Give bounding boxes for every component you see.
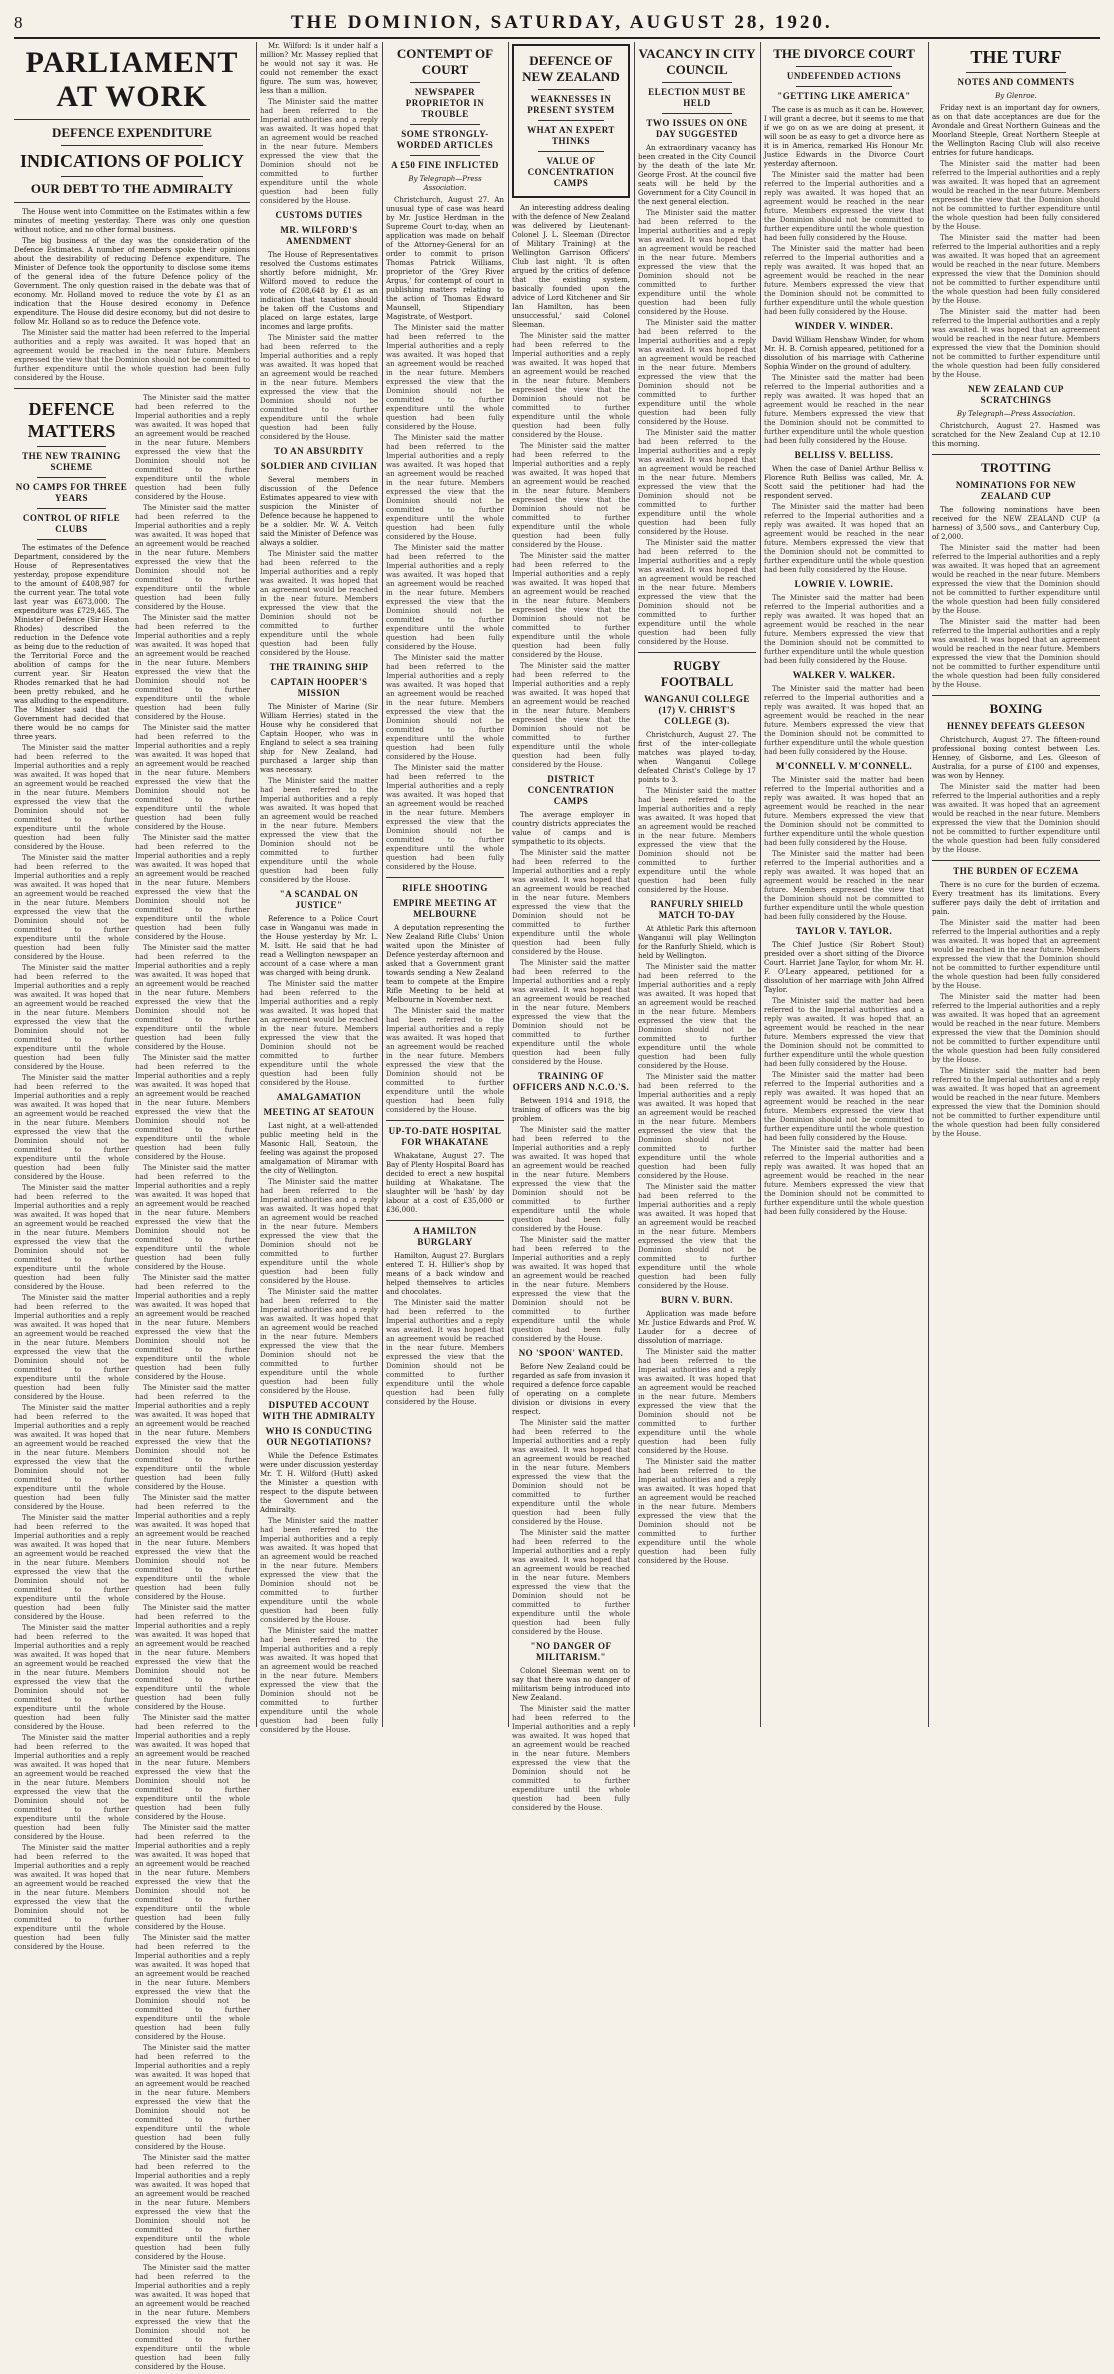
article-text: The Minister said the matter had been referred to the Imperial authorities and a reply was awaited. It was hoped that an agreement would be reached in the near future. Members expressed the view that the Dominion should not be committed to further expenditure until the whole question had been fully considered by the House. [260,1627,378,1734]
article-text: The Minister said the matter had been referred to the Imperial authorities and a reply was awaited. It was hoped that an agreement would be reached in the near future. Members expressed the view that the Dominion should not be committed to further expenditure until the whole question had been fully considered by the House. [386,434,504,541]
article-text: The Minister said the matter had been referred to the Imperial authorities and a reply was awaited. It was hoped that an agreement would be reached in the near future. Members expressed the view that the Dominion should not be committed to further expenditure until the whole question had been fully considered by the House. [135,1384,250,1491]
article-text: The Minister said the matter had been referred to the Imperial authorities and a reply was awaited. It was hoped that an agreement would be reached in the near future. Members expressed the view that the Dominion should not be committed to further expenditure until the whole question had been fully considered by the House. [14,1734,129,1841]
article-text: The Minister said the matter had been referred to the Imperial authorities and a reply was awaited. It was hoped that an agreement would be reached in the near future. Members expressed the view that the Dominion should not be committed to further expenditure until the whole question had been fully considered by the House. [638,1348,756,1455]
article-text: The Minister said the matter had been referred to the Imperial authorities and a reply was awaited. It was hoped that an agreement would be reached in the near future. Members expressed the view that the Dominion should not be committed to further expenditure until the whole question had been fully considered by the House. [14,329,250,382]
article-text: The Minister said the matter had been referred to the Imperial authorities and a reply was awaited. It was hoped that an agreement would be reached in the near future. Members expressed the view that the Dominion should not be committed to further expenditure until the whole question had been fully considered by the House. [932,993,1100,1064]
article-text: The Minister said the matter had been referred to the Imperial authorities and a reply was awaited. It was hoped that an agreement would be reached in the near future. Members expressed the view that the Dominion should not be committed to further expenditure until the whole question had been fully considered by the House. [135,944,250,1051]
divider [14,388,250,389]
article-text: The Minister said the matter had been referred to the Imperial authorities and a reply was awaited. It was hoped that an agreement would be reached in the near future. Members expressed the view that the Dominion should not be committed to further expenditure until the whole question had been fully considered by the House. [14,1514,129,1621]
subcolumn [14,394,129,2374]
article-text: The Minister said the matter had been referred to the Imperial authorities and a reply was awaited. It was hoped that an agreement would be reached in the near future. Members expressed the view that the Dominion should not be committed to further expenditure until the whole question had been fully considered by the House. [764,1145,924,1216]
article-text: The Minister said the matter had been referred to the Imperial authorities and a reply was awaited. It was hoped that an agreement would be reached in the near future. Members expressed the view that the Dominion should not be committed to further expenditure until the whole question had been fully considered by the House. [638,429,756,536]
article-text: The Minister said the matter had been referred to the Imperial authorities and a reply was awaited. It was hoped that an agreement would be reached in the near future. Members expressed the view that the Dominion should not be committed to further expenditure until the whole question had been fully considered by the House. [638,1073,756,1180]
article-text: The Minister said the matter had been referred to the Imperial authorities and a reply was awaited. It was hoped that an agreement would be reached in the near future. Members expressed the view that the Dominion should not be committed to further expenditure until the whole question had been fully considered by the House. [135,2154,250,2261]
article-text: The Minister said the matter had been referred to the Imperial authorities and a reply was awaited. It was hoped that an agreement would be reached in the near future. Members expressed the view that the Dominion should not be committed to further expenditure until the whole question had been fully considered by the House. [135,724,250,831]
article-text: The Minister said the matter had been referred to the Imperial authorities and a reply was awaited. It was hoped that an agreement would be reached in the near future. Members expressed the view that the Dominion should not be committed to further expenditure until the whole question had been fully considered by the House. [932,308,1100,379]
article-text: The Minister said the matter had been referred to the Imperial authorities and a reply was awaited. It was hoped that an agreement would be reached in the near future. Members expressed the view that the Dominion should not be committed to further expenditure until the whole question had been fully considered by the House. [638,1458,756,1565]
subhead: MEETING AT SEATOUN [263,1107,375,1117]
subhead: WALKER V. WALKER. [792,670,896,680]
column-rule [928,42,929,1727]
article-text: The Minister said the matter had been referred to the Imperial authorities and a reply was awaited. It was hoped that an agreement would be reached in the near future. Members expressed the view that the Dominion should not be committed to further expenditure until the whole question had been fully considered by the House. [260,1178,378,1285]
column-rule [508,42,509,1727]
article-text: The Minister said the matter had been referred to the Imperial authorities and a reply was awaited. It was hoped that an agreement would be reached in the near future. Members expressed the view that the Dominion should not be committed to further expenditure until the whole question had been fully considered by the House. [135,1934,250,2041]
divider [61,176,203,177]
split-columns [14,394,250,2374]
article-text: Mr. Wilford: Is it under half a million? Mr. Massey replied that he would not say it was. He could not remember the exact figure. The sum was, however, less than a million. [260,42,378,95]
headline-training-ship: THE TRAINING SHIP [269,662,369,672]
byline: By Telegraph—Press Association. [956,410,1076,418]
article-text: The Minister said the matter had been referred to the Imperial authorities and a reply was awaited. It was hoped that an agreement would be reached in the near future. Members expressed the view that the Dominion should not be committed to further expenditure until the whole question had been fully considered by the House. [932,234,1100,305]
divider [410,155,481,156]
article-text: The Minister said the matter had been referred to the Imperial authorities and a reply was awaited. It was hoped that an agreement would be reached in the near future. Members expressed the view that the Dominion should not be committed to further expenditure until the whole question had been fully considered by the House. [638,319,756,426]
article-text: The Minister said the matter had been referred to the Imperial authorities and a reply was awaited. It was hoped that an agreement would be reached in the near future. Members expressed the view that the Dominion should not be committed to further expenditure until the whole question had been fully considered by the House. [135,2264,250,2371]
subhead: OUR DEBT TO THE ADMIRALTY [30,181,234,196]
divider [61,145,203,146]
divider [932,860,1100,861]
article-text: The Minister said the matter had been referred to the Imperial authorities and a reply was awaited. It was hoped that an agreement would be reached in the near future. Members expressed the view that the Dominion should not be committed to further expenditure until the whole question had been fully considered by the House. [512,332,630,439]
subhead: LOWRIE V. LOWRIE. [794,579,894,589]
subhead: NO 'SPOON' WANTED. [518,1348,624,1358]
article-text: The Minister said the matter had been referred to the Imperial authorities and a reply was awaited. It was hoped that an agreement would be reached in the near future. Members expressed the view that the Dominion should not be committed to further expenditure until the whole question had been fully considered by the House. [386,1007,504,1114]
article-text: The estimates of the Defence Department, considered by the House of Representatives yesterday, propose expenditure to the amount of £408,987 for the current year. The total vote last year was £673,000. The expenditure was £729,465. The Minister of Defence (Sir Heaton Rhodes) described the reduction in the Defence vote as being due to the reduction of the Territorial Force and the abolition of camps for the current year. Sir Heaton Rhodes remarked that he had been pretty rebuked, and he was alluding to the expenditure. The Minister said that the Government had decided that there would be no camps for three years. [14,544,129,741]
article-text: The Chief Justice (Sir Robert Stout) presided over a short sitting of the Divorce Court. Harriet Jane Taylor, for whom Mr. H. F. O'Leary appeared, petitioned for a dissolution of her marriage with John Alfred Taylor. [764,941,924,994]
article-text: The Minister said the matter had been referred to the Imperial authorities and a reply was awaited. It was hoped that an agreement would be reached in the near future. Members expressed the view that the Dominion should not be committed to further expenditure until the whole question had been fully considered by the House. [14,1074,129,1181]
article-text: The Minister said the matter had been referred to the Imperial authorities and a reply was awaited. It was hoped that an agreement would be reached in the near future. Members expressed the view that the Dominion should not be committed to further expenditure until the whole question had been fully considered by the House. [386,764,504,871]
article-text: The Minister said the matter had been referred to the Imperial authorities and a reply was awaited. It was hoped that an agreement would be reached in the near future. Members expressed the view that the Dominion should not be committed to further expenditure until the whole question had been fully considered by the House. [260,980,378,1087]
headline-amalgamation: AMALGAMATION [276,1092,362,1102]
divider [662,82,733,83]
divider [37,508,106,509]
column-customs [260,42,378,1734]
subhead: NEWSPAPER PROPRIETOR IN TROUBLE [405,87,485,119]
subhead: THE BURDEN OF ECZEMA [953,866,1079,876]
article-text: The Minister of Marine (Sir William Herries) stated in the House why he considered that Captain Hooper, who was in England to select a sea training ship for New Zealand, had purchased a larger ship than was necessary. [260,703,378,774]
column-contempt [386,42,504,1727]
subhead: NEW ZEALAND CUP SCRATCHINGS [968,384,1064,405]
headline-contempt: CONTEMPT OF COURT [396,46,494,77]
divider [932,454,1100,455]
divider [386,1220,504,1221]
article-text: The Minister said the matter had been referred to the Imperial authorities and a reply was awaited. It was hoped that an agreement would be reached in the near future. Members expressed the view that the Dominion should not be committed to further expenditure until the whole question had been fully considered by the House. [135,1494,250,1601]
subhead: WINDER V. WINDER. [794,321,894,331]
subhead: DEFENCE EXPENDITURE [52,125,212,140]
article-text: Friday next is an important day for owners, as on that date acceptances are due for the Avondale and Great Northern Guineas and the Moorland Steeple, Great Northern Steeple at the Wellington Racing Club will also receive entries for future handicaps. [932,104,1100,157]
divider [410,82,481,83]
article-text: The Minister said the matter had been referred to the Imperial authorities and a reply was awaited. It was hoped that an agreement would be reached in the near future. Members expressed the view that the Dominion should not be committed to further expenditure until the whole question had been fully considered by the House. [386,324,504,431]
article-text: The Minister said the matter had been referred to the Imperial authorities and a reply was awaited. It was hoped that an agreement would be reached in the near future. Members expressed the view that the Dominion should not be committed to further expenditure until the whole question had been fully considered by the House. [764,776,924,847]
article-text: The Minister said the matter had been referred to the Imperial authorities and a reply was awaited. It was hoped that an agreement would be reached in the near future. Members expressed the view that the Dominion should not be committed to further expenditure until the whole question had been fully considered by the House. [932,160,1100,231]
divider [538,120,604,121]
column-turf [932,42,1100,1727]
article-text: The Minister said the matter had been referred to the Imperial authorities and a reply was awaited. It was hoped that an agreement would be reached in the near future. Members expressed the view that the Dominion should not be committed to further expenditure until the whole question had been fully considered by the House. [135,1824,250,1931]
subhead: WHAT AN EXPERT THINKS [527,125,615,146]
article-text: The Minister said the matter had been referred to the Imperial authorities and a reply was awaited. It was hoped that an agreement would be reached in the near future. Members expressed the view that the Dominion should not be committed to further expenditure until the whole question had been fully considered by the House. [386,544,504,651]
divider [966,72,1067,73]
article-text: The Minister said the matter had been referred to the Imperial authorities and a reply was awaited. It was hoped that an agreement would be reached in the near future. Members expressed the view that the Dominion should not be committed to further expenditure until the whole question had been fully considered by the House. [512,662,630,769]
article-text: Between 1914 and 1918, the training of officers was the big problem. [512,1097,630,1123]
article-text: Hamilton, August 27. Burglars entered T. H. Hillier's shop by means of a back window and helped themselves to articles and chocolates. [386,1252,504,1296]
article-text: The Minister said the matter had been referred to the Imperial authorities and a reply was awaited. It was hoped that an agreement would be reached in the near future. Members expressed the view that the Dominion should not be committed to further expenditure until the whole question had been fully considered by the House. [512,1419,630,1526]
subhead: "GETTING LIKE AMERICA" [777,91,911,101]
column-vacancy [638,42,756,1727]
article-text: The Minister said the matter had been referred to the Imperial authorities and a reply was awaited. It was hoped that an agreement would be reached in the near future. Members expressed the view that the Dominion should not be committed to further expenditure until the whole question had been fully considered by the House. [14,1624,129,1731]
article-text: Last night, at a well-attended public meeting held in the Masonic Hall, Seatoun, the feeling was against the proposed amalgamation of Miramar with the city of Wellington. [260,1122,378,1175]
masthead-rule [14,37,1100,39]
article-text: The Minister said the matter had been referred to the Imperial authorities and a reply was awaited. It was hoped that an agreement would be reached in the near future. Members expressed the view that the Dominion should not be committed to further expenditure until the whole question had been fully considered by the House. [764,594,924,665]
subcolumn [135,394,250,2374]
headline-burglary: A HAMILTON BURGLARY [413,1226,477,1247]
article-text: The Minister said the matter had been referred to the Imperial authorities and a reply was awaited. It was hoped that an agreement would be reached in the near future. Members expressed the view that the Dominion should not be committed to further expenditure until the whole question had been fully considered by the House. [135,834,250,941]
subhead: BELLISS V. BELLISS. [794,450,894,460]
article-text: The Minister said the matter had been referred to the Imperial authorities and a reply was awaited. It was hoped that an agreement would be reached in the near future. Members expressed the view that the Dominion should not be committed to further expenditure until the whole question had been fully considered by the House. [14,1184,129,1291]
subhead: VALUE OF CONCENTRATION CAMPS [527,156,615,188]
subhead: HENNEY DEFEATS GLEESON [946,721,1086,731]
article-text: The Minister said the matter had been referred to the Imperial authorities and a reply was awaited. It was hoped that an agreement would be reached in the near future. Members expressed the view that the Dominion should not be committed to further expenditure until the whole question had been fully considered by the House. [932,1067,1100,1138]
article-text: The Minister said the matter had been referred to the Imperial authorities and a reply was awaited. It was hoped that an agreement would be reached in the near future. Members expressed the view that the Dominion should not be committed to further expenditure until the whole question had been fully considered by the House. [14,1404,129,1511]
article-text: The Minister said the matter had been referred to the Imperial authorities and a reply was awaited. It was hoped that an agreement would be reached in the near future. Members expressed the view that the Dominion should not be committed to further expenditure until the whole question had been fully considered by the House. [14,854,129,961]
subhead: DISTRICT CONCENTRATION CAMPS [527,774,615,806]
article-text: The average employer in country districts appreciates the value of camps and is sympathetic to its objects. [512,811,630,846]
masthead-title: THE DOMINION, SATURDAY, AUGUST 28, 1920. [290,12,833,33]
byline: By Telegraph—Press Association. [408,175,482,192]
article-text: The Minister said the matter had been referred to the Imperial authorities and a reply was awaited. It was hoped that an agreement would be reached in the near future. Members expressed the view that the Dominion should not be committed to further expenditure until the whole question had been fully considered by the House. [260,98,378,205]
divider [662,113,733,114]
subhead: EMPIRE MEETING AT MELBOURNE [393,898,497,919]
article-text: The Minister said the matter had been referred to the Imperial authorities and a reply was awaited. It was hoped that an agreement would be reached in the near future. Members expressed the view that the Dominion should not be committed to further expenditure until the whole question had been fully considered by the House. [512,849,630,956]
divider [37,477,106,478]
article-text: The House went into Committee on the Estimates within a few minutes of meeting yesterday. There was only one question without notice, and no other formal business. [14,208,250,234]
subhead: NO CAMPS FOR THREE YEARS [15,482,128,503]
article-text: A deputation representing the New Zealand Rifle Clubs' Union waited upon the Minister of Defence yesterday afternoon and asked that a Government grant towards sending a New Zealand team to compete at the Empire Rifle Meeting to be held at Melbourne in November next. [386,924,505,1004]
subhead: M'CONNELL V. M'CONNELL. [775,761,913,771]
subhead: WANGANUI COLLEGE (17) V. CHRIST'S COLLEGE (3). [644,694,750,726]
article-text: The Minister said the matter had been referred to the Imperial authorities and a reply was awaited. It was hoped that an agreement would be reached in the near future. Members expressed the view that the Dominion should not be committed to further expenditure until the whole question had been fully considered by the House. [764,850,924,921]
article-text: The Minister said the matter had been referred to the Imperial authorities and a reply was awaited. It was hoped that an agreement would be reached in the near future. Members expressed the view that the Dominion should not be committed to further expenditure until the whole question had been fully considered by the House. [512,959,630,1066]
headline-rifle: RIFLE SHOOTING [402,883,488,893]
headline-defence-matters: DEFENCE MATTERS [27,399,116,441]
divider [14,202,250,203]
article-text: While the Defence Estimates were under discussion yesterday Mr. T. H. Wilford (Hutt) asked the Minister a question with respect to the dispute between the Government and the Admiralty. [260,1452,378,1514]
article-text: The Minister said the matter had been referred to the Imperial authorities and a reply was awaited. It was hoped that an agreement would be reached in the near future. Members expressed the view that the Dominion should not be committed to further expenditure until the whole question had been fully considered by the House. [512,552,630,659]
article-text: The Minister said the matter had been referred to the Imperial authorities and a reply was awaited. It was hoped that an agreement would be reached in the near future. Members expressed the view that the Dominion should not be committed to further expenditure until the whole question had been fully considered by the House. [638,963,756,1070]
subhead: UNDEFENDED ACTIONS [786,71,902,81]
article-text: The Minister said the matter had been referred to the Imperial authorities and a reply was awaited. It was hoped that an agreement would be reached in the near future. Members expressed the view that the Dominion should not be committed to further expenditure until the whole question had been fully considered by the House. [135,1604,250,1711]
headline-turf: THE TURF [970,47,1062,67]
article-text: The Minister said the matter had been referred to the Imperial authorities and a reply was awaited. It was hoped that an agreement would be reached in the near future. Members expressed the view that the Dominion should not be committed to further expenditure until the whole question had been fully considered by the House. [512,1236,630,1343]
article-text: An extraordinary vacancy has been created in the City Council by the death of the late Mr. George Frost. At the council five seats will be held by the Government for a City Council in the next general election. [638,144,756,206]
subhead: MR. WILFORD'S AMENDMENT [280,225,358,246]
article-text: The Minister said the matter had been referred to the Imperial authorities and a reply was awaited. It was hoped that an agreement would be reached in the near future. Members expressed the view that the Dominion should not be committed to further expenditure until the whole question had been fully considered by the House. [764,374,924,445]
subhead: WHO IS CONDUCTING OUR NEGOTIATIONS? [265,1426,373,1447]
article-text: There is no cure for the burden of eczema. Every treatment has its limitations. Every sufferer pays daily the debt of irritation and pain. [932,881,1100,916]
subhead: INDICATIONS OF POLICY [19,151,245,171]
article-text: The Minister said the matter had been referred to the Imperial authorities and a reply was awaited. It was hoped that an agreement would be reached in the near future. Members expressed the view that the Dominion should not be committed to further expenditure until the whole question had been fully considered by the House. [14,1844,129,1951]
article-text: An interesting address dealing with the defence of New Zealand was delivered by Lieutenant-Colonel J. L. Sleeman (Director of Military Training) at the Wellington Garrison Officers' Club last night. 'It is often argued by the critics of defence that the existing system, basically founded upon the advice of Lord Kitchener and Sir Ian Hamilton, has been unsuccessful,' said Colonel Sleeman. [512,204,630,329]
headline-trotting: TROTTING [980,460,1052,475]
article-text: Several members in discussion of the Defence Estimates appeared to view with suspicion the Minister of Defence because he happened to be a soldier. Mr. W. A. Veitch said the Minister of Defence was always a soldier. [260,476,378,547]
article-text: The Minister said the matter had been referred to the Imperial authorities and a reply was awaited. It was hoped that an agreement would be reached in the near future. Members expressed the view that the Dominion should not be committed to further expenditure until the whole question had been fully considered by the House. [932,544,1100,615]
headline-absurdity: TO AN ABSURDITY [274,446,364,456]
article-text: The Minister said the matter had been referred to the Imperial authorities and a reply was awaited. It was hoped that an agreement would be reached in the near future. Members expressed the view that the Dominion should not be committed to further expenditure until the whole question had been fully considered by the House. [135,504,250,611]
article-text: Before New Zealand could be regarded as safe from invasion it required a defence force capable of operating on a complete division or divisions in every respect. [512,1363,630,1416]
article-text: David William Henshaw Winder, for whom Mr. H. B. Cornish appeared, petitioned for a dissolution of his marriage with Catherine Sophia Winder on the ground of adultery. [764,336,924,371]
divider [386,1120,504,1121]
article-text: Christchurch, August 27. The fifteen-round professional boxing contest between Les. Henney, of Gisborne, and Les. Gleeson of Australia, for a purse of £100 and expenses, was won by Henney. [932,736,1100,780]
article-text: The Minister said the matter had been referred to the Imperial authorities and a reply was awaited. It was hoped that an agreement would be reached in the near future. Members expressed the view that the Dominion should not be committed to further expenditure until the whole question had been fully considered by the House. [512,1705,630,1812]
headline-divorce: THE DIVORCE COURT [773,46,915,61]
headline-defence-nz: DEFENCE OF NEW ZEALAND [522,53,620,84]
article-text: The Minister said the matter had been referred to the Imperial authorities and a reply was awaited. It was hoped that an agreement would be reached in the near future. Members expressed the view that the Dominion should not be committed to further expenditure until the whole question had been fully considered by the House. [135,394,250,501]
article-text: When the case of Daniel Arthur Belliss v. Florence Ruth Belliss was called, Mr. A. Scott said the petitioner had had the respondent served. [764,465,924,500]
article-text: Application was made before Mr. Justice Edwards and Prof. W. Lauder for a decree of dissolution of marriage. [638,1310,756,1345]
divider [37,539,106,540]
subhead: CAPTAIN HOOPER'S MISSION [270,677,368,698]
article-text: The Minister said the matter had been referred to the Imperial authorities and a reply was awaited. It was hoped that an agreement would be reached in the near future. Members expressed the view that the Dominion should not be committed to further expenditure until the whole question had been fully considered by the House. [386,654,504,761]
article-text: The Minister said the matter had been referred to the Imperial authorities and a reply was awaited. It was hoped that an agreement would be reached in the near future. Members expressed the view that the Dominion should not be committed to further expenditure until the whole question had been fully considered by the House. [260,777,378,884]
subhead: A £50 FINE INFLICTED [391,160,499,170]
column-parliament [14,42,250,2371]
masthead [14,10,1100,36]
article-text: The Minister said the matter had been referred to the Imperial authorities and a reply was awaited. It was hoped that an agreement would be reached in the near future. Members expressed the view that the Dominion should not be committed to further expenditure until the whole question had been fully considered by the House. [135,1714,250,1821]
divider [14,119,250,120]
article-text: The big business of the day was the consideration of the Defence Estimates. A number of members spoke their opinions about the desirability of reducing Defence expenditure. The Minister of Defence took the opportunity to disclose some items of the general idea of the future Defence policy of the Government. The only question raised in the debate was that of economy. Mr. Holland moved to reduce the vote by £1 as an indication that the House desired economy in Defence expenditure. The House did desire economy, but did not desire to follow Mr. Holland so as to reduce the Defence vote. [14,237,250,326]
article-text: The Minister said the matter had been referred to the Imperial authorities and a reply was awaited. It was hoped that an agreement would be reached in the near future. Members expressed the view that the Dominion should not be committed to further expenditure until the whole question had been fully considered by the House. [135,1054,250,1161]
subhead: THE NEW TRAINING SCHEME [22,451,121,472]
divider [37,446,106,447]
subhead: RANFURLY SHIELD MATCH TO-DAY [650,899,744,920]
article-text: The Minister said the matter had been referred to the Imperial authorities and a reply was awaited. It was hoped that an agreement would be reached in the near future. Members expressed the view that the Dominion should not be committed to further expenditure until the whole question had been fully considered by the House. [764,245,924,316]
headline-admiralty: DISPUTED ACCOUNT WITH THE ADMIRALTY [262,1400,376,1421]
article-text: The Minister said the matter had been referred to the Imperial authorities and a reply was awaited. It was hoped that an agreement would be reached in the near future. Members expressed the view that the Dominion should not be committed to further expenditure until the whole question had been fully considered by the House. [638,787,756,894]
article-text: Christchurch, August 27. The first of the inter-collegiate matches was played to-day, when Wanganui College defeated Christ's College by 17 points to 3. [638,731,756,784]
subhead: TRAINING OF OFFICERS AND N.C.O.'S. [512,1071,630,1092]
subhead: ELECTION MUST BE HELD [648,87,746,108]
divider [796,66,892,67]
column-defence [512,42,630,1812]
headline-customs: CUSTOMS DUTIES [275,210,363,220]
headline-boxing: BOXING [989,701,1043,716]
article-text: The Minister said the matter had been referred to the Imperial authorities and a reply was awaited. It was hoped that an agreement would be reached in the near future. Members expressed the view that the Dominion should not be committed to further expenditure until the whole question had been fully considered by the House. [135,2044,250,2151]
divider [932,695,1100,696]
article-text: The Minister said the matter had been referred to the Imperial authorities and a reply was awaited. It was hoped that an agreement would be reached in the near future. Members expressed the view that the Dominion should not be committed to further expenditure until the whole question had been fully considered by the House. [764,503,924,574]
subhead: SOLDIER AND CIVILIAN [260,461,378,471]
divider [410,124,481,125]
subhead: NOTES AND COMMENTS [957,77,1075,87]
article-text: The Minister said the matter had been referred to the Imperial authorities and a reply was awaited. It was hoped that an agreement would be reached in the near future. Members expressed the view that the Dominion should not be committed to further expenditure until the whole question had been fully considered by the House. [932,783,1100,854]
article-text: The Minister said the matter had been referred to the Imperial authorities and a reply was awaited. It was hoped that an agreement would be reached in the near future. Members expressed the view that the Dominion should not be committed to further expenditure until the whole question had been fully considered by the House. [512,442,630,549]
column-divorce [764,42,924,1727]
subhead: SOME STRONGLY-WORDED ARTICLES [396,129,494,150]
article-text: The Minister said the matter had been referred to the Imperial authorities and a reply was awaited. It was hoped that an agreement would be reached in the near future. Members expressed the view that the Dominion should not be committed to further expenditure until the whole question had been fully considered by the House. [260,1288,378,1395]
article-text: The Minister said the matter had been referred to the Imperial authorities and a reply was awaited. It was hoped that an agreement would be reached in the near future. Members expressed the view that the Dominion should not be committed to further expenditure until the whole question had been fully considered by the House. [764,1071,924,1142]
article-text: The Minister said the matter had been referred to the Imperial authorities and a reply was awaited. It was hoped that an agreement would be reached in the near future. Members expressed the view that the Dominion should not be committed to further expenditure until the whole question had been fully considered by the House. [764,685,924,756]
column-rule [760,42,761,1727]
article-text: The Minister said the matter had been referred to the Imperial authorities and a reply was awaited. It was hoped that an agreement would be reached in the near future. Members expressed the view that the Dominion should not be committed to further expenditure until the whole question had been fully considered by the House. [512,1529,630,1636]
column-rule [382,42,383,1727]
article-text: Reference to a Police Court case in Wanganui was made in the House yesterday by Mr. L. M. Isitt. He said that he had read a Wellington newspaper an account of a case where a man was charged with being drunk. [260,915,378,977]
article-text: The Minister said the matter had been referred to the Imperial authorities and a reply was awaited. It was hoped that an agreement would be reached in the near future. Members expressed the view that the Dominion should not be committed to further expenditure until the whole question had been fully considered by the House. [932,919,1100,990]
subhead: "NO DANGER OF MILITARISM." [530,1641,612,1662]
article-text: The Minister said the matter had been referred to the Imperial authorities and a reply was awaited. It was hoped that an agreement would be reached in the near future. Members expressed the view that the Dominion should not be committed to further expenditure until the whole question had been fully considered by the House. [135,614,250,721]
article-text: Christchurch, August 27. An unusual type of case was heard by Mr. Justice Herdman in the Supreme Court to-day, when an application was made on behalf of the Attorney-General for an order to commit to prison Thomas Patrick Williams, proprietor of the 'Grey River Argus,' for contempt of court in publishing matters relating to the action of Thomas Edward Maunsell, Stipendiary Magistrate, of Westport. [386,196,504,321]
article-text: Christchurch, August 27. Hasmed was scratched for the New Zealand Cup at 12.10 this morning. [932,422,1100,448]
divider [538,151,604,152]
article-text: The Minister said the matter had been referred to the Imperial authorities and a reply was awaited. It was hoped that an agreement would be reached in the near future. Members expressed the view that the Dominion should not be committed to further expenditure until the whole question had been fully considered by the House. [14,964,129,1071]
divider [638,652,756,653]
article-text: The Minister said the matter had been referred to the Imperial authorities and a reply was awaited. It was hoped that an agreement would be reached in the near future. Members expressed the view that the Dominion should not be committed to further expenditure until the whole question had been fully considered by the House. [386,1299,504,1406]
article-text: The Minister said the matter had been referred to the Imperial authorities and a reply was awaited. It was hoped that an agreement would be reached in the near future. Members expressed the view that the Dominion should not be committed to further expenditure until the whole question had been fully considered by the House. [764,997,924,1068]
subhead: NOMINATIONS FOR NEW ZEALAND CUP [955,480,1077,501]
article-text: The Minister said the matter had been referred to the Imperial authorities and a reply was awaited. It was hoped that an agreement would be reached in the near future. Members expressed the view that the Dominion should not be committed to further expenditure until the whole question had been fully considered by the House. [638,539,756,646]
headline-box [512,44,630,198]
article-text: Whakatane, August 27. The Bay of Plenty Hospital Board has decided to erect a new hospital building at Whakatane. The slaughter will be 'hash' by day labour at a cost of £35,000 or £36,000. [386,1152,504,1214]
subhead: BURN V. BURN. [661,1295,733,1305]
page-number: 8 [14,13,24,32]
article-text: The Minister said the matter had been referred to the Imperial authorities and a reply was awaited. It was hoped that an agreement would be reached in the near future. Members expressed the view that the Dominion should not be committed to further expenditure until the whole question had been fully considered by the House. [135,1274,250,1381]
article-text: The Minister said the matter had been referred to the Imperial authorities and a reply was awaited. It was hoped that an agreement would be reached in the near future. Members expressed the view that the Dominion should not be committed to further expenditure until the whole question had been fully considered by the House. [260,334,378,441]
article-text: The Minister said the matter had been referred to the Imperial authorities and a reply was awaited. It was hoped that an agreement would be reached in the near future. Members expressed the view that the Dominion should not be committed to further expenditure until the whole question had been fully considered by the House. [638,209,756,316]
article-text: The Minister said the matter had been referred to the Imperial authorities and a reply was awaited. It was hoped that an agreement would be reached in the near future. Members expressed the view that the Dominion should not be committed to further expenditure until the whole question had been fully considered by the House. [135,1164,250,1271]
headline-hospital: UP-TO-DATE HOSPITAL FOR WHAKATANE [388,1126,502,1147]
subhead: TAYLOR V. TAYLOR. [795,926,893,936]
article-text: The Minister said the matter had been referred to the Imperial authorities and a reply was awaited. It was hoped that an agreement would be reached in the near future. Members expressed the view that the Dominion should not be committed to further expenditure until the whole question had been fully considered by the House. [932,618,1100,689]
article-text: The Minister said the matter had been referred to the Imperial authorities and a reply was awaited. It was hoped that an agreement would be reached in the near future. Members expressed the view that the Dominion should not be committed to further expenditure until the whole question had been fully considered by the House. [14,1294,129,1401]
article-text: At Athletic Park this afternoon Wanganui will play Wellington for the Ranfurly Shield, which is held by Wellington. [638,925,756,960]
subhead: CONTROL OF RIFLE CLUBS [22,513,121,534]
divider [538,89,604,90]
article-text: The Minister said the matter had been referred to the Imperial authorities and a reply was awaited. It was hoped that an agreement would be reached in the near future. Members expressed the view that the Dominion should not be committed to further expenditure until the whole question had been fully considered by the House. [512,1126,630,1233]
byline: By Glenroe. [995,92,1037,100]
column-rule [256,42,257,1727]
divider [386,877,504,878]
article-text: The following nominations have been received for the NEW ZEALAND CUP (a harness) of 3,500 sovs., and Canterbury Cup, of 2,000. [932,506,1100,541]
article-text: The Minister said the matter had been referred to the Imperial authorities and a reply was awaited. It was hoped that an agreement would be reached in the near future. Members expressed the view that the Dominion should not be committed to further expenditure until the whole question had been fully considered by the House. [14,744,129,851]
headline-parliament: PARLIAMENT AT WORK [25,46,239,113]
article-text: Colonel Sleeman went on to say that there was no danger of militarism being introduced into New Zealand. [512,1667,630,1702]
article-text: The case is as much as it can be. However, I will grant a decree, but it seems to me that if we go on as we are doing at present, it will soon be as easy to get a divorce here as it is in America, remarked His Honour Mr. Justice Edwards in the Divorce Court yesterday afternoon. [764,106,924,168]
article-text: The Minister said the matter had been referred to the Imperial authorities and a reply was awaited. It was hoped that an agreement would be reached in the near future. Members expressed the view that the Dominion should not be committed to further expenditure until the whole question had been fully considered by the House. [638,1183,756,1290]
headline-scandal: "A SCANDAL ON JUSTICE" [279,889,359,910]
article-text: The House of Representatives resolved the Customs estimates shortly before midnight, Mr. Wilford moved to reduce the vote of £208,648 by £1 as an indication that taxation should be taken off the Customs and placed on large estates, large incomes and large profits. [260,251,378,331]
column-rule [634,42,635,1727]
article-text: The Minister said the matter had been referred to the Imperial authorities and a reply was awaited. It was hoped that an agreement would be reached in the near future. Members expressed the view that the Dominion should not be committed to further expenditure until the whole question had been fully considered by the House. [260,550,378,657]
article-text: The Minister said the matter had been referred to the Imperial authorities and a reply was awaited. It was hoped that an agreement would be reached in the near future. Members expressed the view that the Dominion should not be committed to further expenditure until the whole question had been fully considered by the House. [260,1517,378,1624]
article-text: The Minister said the matter had been referred to the Imperial authorities and a reply was awaited. It was hoped that an agreement would be reached in the near future. Members expressed the view that the Dominion should not be committed to further expenditure until the whole question had been fully considered by the House. [764,171,924,242]
headline-rugby: RUGBY FOOTBALL [660,658,734,689]
divider [796,86,892,87]
headline-vacancy: VACANCY IN CITY COUNCIL [638,46,756,77]
subhead: TWO ISSUES ON ONE DAY SUGGESTED [646,118,748,139]
subhead: WEAKNESSES IN PRESENT SYSTEM [527,94,615,115]
